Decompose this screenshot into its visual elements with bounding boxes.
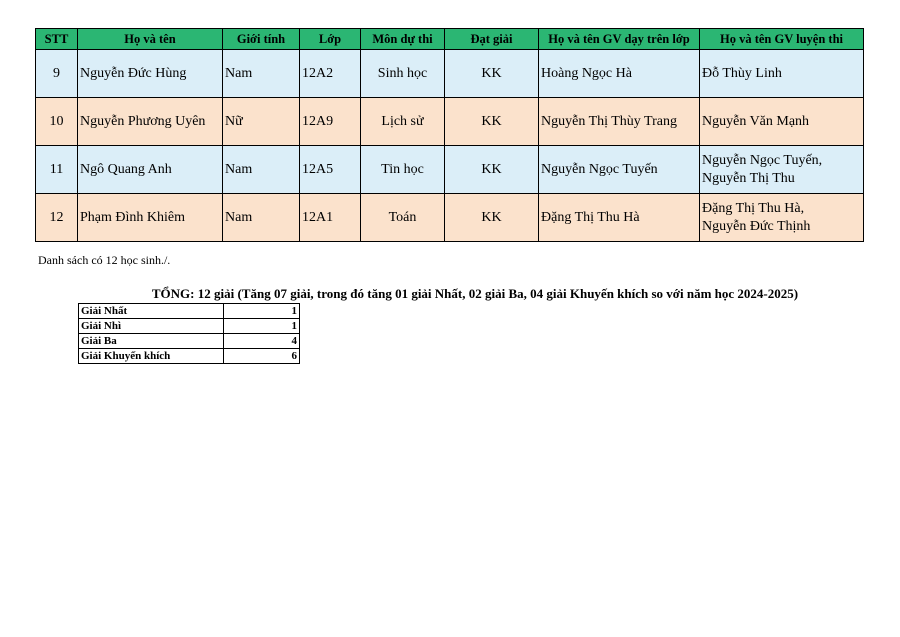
cell-subject: Lịch sử: [361, 98, 445, 146]
cell-stt: 11: [36, 146, 78, 194]
cell-award: KK: [445, 98, 539, 146]
coach-line: Đỗ Thùy Linh: [702, 65, 782, 81]
cell-gender: Nữ: [223, 98, 300, 146]
table-row: [36, 50, 864, 98]
header-class: Lớp: [300, 29, 361, 50]
summary-count: 1: [224, 319, 300, 334]
summary-label: Giải Nhì: [79, 319, 224, 334]
summary-label: Giải Khuyến khích: [79, 349, 224, 364]
coach-line: Nguyễn Thị Thu: [702, 170, 795, 186]
cell-award: KK: [445, 50, 539, 98]
cell-name: Ngô Quang Anh: [78, 146, 223, 194]
cell-teacher: Hoàng Ngọc Hà: [539, 50, 700, 98]
header-name: Họ và tên: [78, 29, 223, 50]
cell-coach: [700, 98, 864, 146]
coach-line: Đặng Thị Thu Hà,: [702, 200, 805, 216]
cell-coach: [700, 146, 864, 194]
cell-gender: Nam: [223, 194, 300, 242]
cell-class: 12A9: [300, 98, 361, 146]
coach-line: Nguyễn Ngọc Tuyến,: [702, 152, 823, 168]
cell-stt: 9: [36, 50, 78, 98]
cell-class: 12A5: [300, 146, 361, 194]
summary-label: Giải Ba: [79, 334, 224, 349]
summary-row: [79, 334, 300, 349]
summary-row: [79, 319, 300, 334]
summary-count: 6: [224, 349, 300, 364]
summary-row: [79, 349, 300, 364]
cell-award: KK: [445, 194, 539, 242]
cell-gender: Nam: [223, 146, 300, 194]
list-note: Danh sách có 12 học sinh./.: [38, 253, 171, 267]
cell-class: 12A2: [300, 50, 361, 98]
cell-teacher: Nguyễn Thị Thùy Trang: [539, 98, 700, 146]
table-row: [36, 194, 864, 242]
table-row: [36, 146, 864, 194]
coach-line: Nguyễn Đức Thịnh: [702, 218, 811, 234]
header-award: Đạt giải: [445, 29, 539, 50]
cell-gender: Nam: [223, 50, 300, 98]
summary-label: Giải Nhất: [79, 304, 224, 319]
table-header-row: [36, 29, 864, 50]
header-subject: Môn dự thi: [361, 29, 445, 50]
header-gender: Giới tính: [223, 29, 300, 50]
cell-name: Nguyễn Đức Hùng: [78, 50, 223, 98]
coach-line: Nguyễn Văn Mạnh: [702, 113, 810, 129]
cell-coach: [700, 194, 864, 242]
cell-name: Nguyễn Phương Uyên: [78, 98, 223, 146]
summary-count: 4: [224, 334, 300, 349]
award-table: [35, 28, 864, 242]
summary-row: [79, 304, 300, 319]
cell-subject: Sinh học: [361, 50, 445, 98]
cell-teacher: Nguyễn Ngọc Tuyến: [539, 146, 700, 194]
cell-stt: 10: [36, 98, 78, 146]
cell-stt: 12: [36, 194, 78, 242]
summary-count: 1: [224, 304, 300, 319]
cell-coach: [700, 50, 864, 98]
header-teacher: Họ và tên GV dạy trên lớp: [539, 29, 700, 50]
header-coach: Họ và tên GV luyện thi: [700, 29, 864, 50]
cell-name: Phạm Đình Khiêm: [78, 194, 223, 242]
cell-subject: Toán: [361, 194, 445, 242]
cell-award: KK: [445, 146, 539, 194]
cell-class: 12A1: [300, 194, 361, 242]
header-stt: STT: [36, 29, 78, 50]
cell-subject: Tin học: [361, 146, 445, 194]
table-row: [36, 98, 864, 146]
award-summary-table: [78, 303, 300, 364]
cell-teacher: Đặng Thị Thu Hà: [539, 194, 700, 242]
total-summary-line: TỔNG: 12 giải (Tăng 07 giải, trong đó tăng 01 giải Nhất, 02 giải Ba, 04 giải Khuyến khích so với năm học 2024-2025): [151, 286, 799, 301]
